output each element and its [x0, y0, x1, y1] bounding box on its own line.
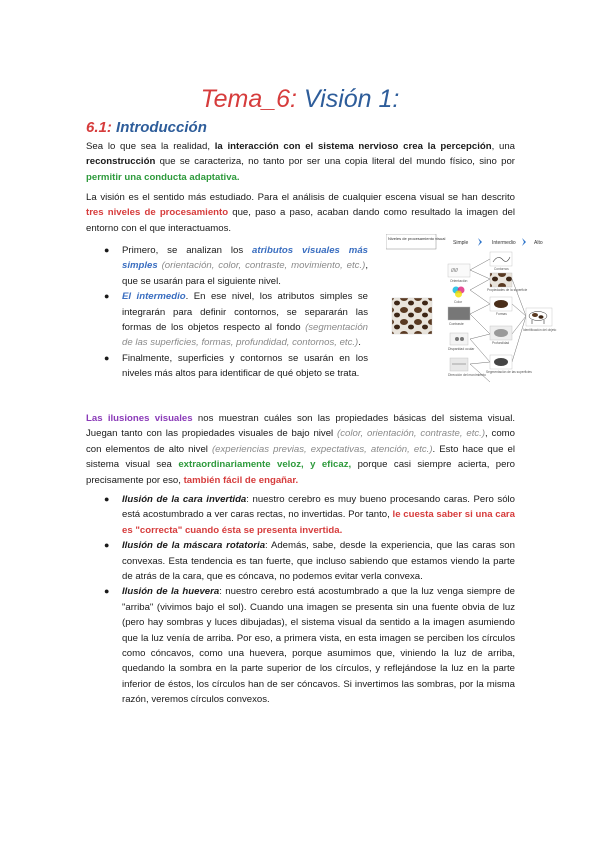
list-item [104, 492, 516, 538]
text: , como con elementos de alto nivel [86, 428, 515, 455]
list-item [104, 584, 515, 707]
text: : nuestro cerebro está acostumbrado a que la luz venga siempre de "arriba" (vivimos bajo el sol). Cuando una imagen se presenta sin una fuente obvia de luz (pero hay sombras y luces dibujadas), el sistema visual da sentido a la imagen asumiendo que la luz venía de arriba. Por eso, a primera vista, en esta imagen se perciben los círculos como cóncavos, como una huevera, porque asumimos que, viniendo la luz de arriba, quedando la sombra en la parte superior de los círculos, y reflejándose la luz en la parte inferior de éstos, los círculos han de ser cóncavos. Si invertimos las sombras, por la misma razón, veremos círculos convexos. [122, 586, 515, 706]
bullet-icon: ● [104, 586, 110, 597]
text: . [358, 337, 361, 349]
text: : nuestro cerebro es muy bueno procesando caras. Pero sólo está acostumbrado a ver caras rectas, no invertidas. Por tanto, [122, 494, 516, 521]
svg-text://///: ///// [451, 268, 458, 274]
levels-list [104, 243, 368, 382]
high-level-column [523, 308, 557, 332]
text-examples: (experiencias previas, expectativas, atención, etc.) [211, 443, 433, 455]
identification-label: Identificación del objeto [523, 328, 557, 332]
levels-label: Niveles de procesamiento visual [388, 236, 446, 241]
surface-props-label: Propiedades de la superficie [487, 288, 528, 292]
paragraph-illusions [86, 411, 515, 488]
contours-label: Contornos [494, 267, 509, 271]
text-term: Ilusión de la huevera [122, 586, 220, 598]
segmentation-label: Segmentación de las superficies [486, 370, 532, 374]
text: : Además, sabe, desde la experiencia, que las caras son convexas. Esta tendencia es tan fuerte, que incluso sabiendo que estamos viendo la parte de atrás de la cara, que es cóncava, no podemos evitar verla convexa. [122, 540, 515, 583]
motion-label: Dirección del movimiento [448, 373, 486, 377]
text-highlight: extraordinariamente veloz, y eficaz, [178, 459, 352, 471]
illusions-list [104, 492, 516, 708]
shapes-label: Formas [496, 312, 507, 316]
text: La visión es el sentido más estudiado. Para el análisis de cualquier escena visual se han descrito [86, 192, 515, 203]
bullet-icon: ● [104, 352, 110, 363]
text: , una [491, 141, 515, 152]
paragraph-intro [86, 139, 515, 185]
text-highlight: también fácil de engañar. [183, 474, 299, 486]
text-highlight: tres niveles de procesamiento [86, 207, 229, 219]
text-highlight: Las ilusiones visuales [86, 413, 193, 424]
text: Finalmente, superficies y contornos se usarán en los niveles más altos para identificar de qué objeto se trata. [122, 352, 368, 380]
text-highlight: El intermedio [122, 291, 186, 303]
title-topic: Tema_6: [200, 85, 297, 113]
arrow-icon [522, 238, 526, 246]
simple-column [448, 264, 486, 377]
bullet-icon: ● [104, 245, 110, 255]
level-simple-label: Simple [453, 240, 469, 246]
text: . En ese nivel, los atributos simples se integrarán para definir contornos, se separarán las formas de los objetos respecto al fondo [122, 291, 368, 334]
list-item [104, 351, 368, 382]
text-highlight: atributos visuales más simples [122, 245, 368, 272]
text: Sea lo que sea la realidad, [86, 141, 215, 152]
text: que, paso a paso, acaban dando como resultado la imagen del entorno con el que interactuamos. [86, 207, 515, 234]
visual-processing-figure [386, 234, 558, 400]
text-examples: (color, orientación, contraste, etc.) [337, 428, 486, 440]
text: Primero, se analizan los [122, 245, 253, 256]
intermediate-column [486, 252, 532, 374]
list-item [104, 289, 368, 351]
section-heading [86, 119, 207, 137]
disparity-label: Disparidad ocular [448, 347, 475, 351]
bullet-icon: ● [104, 291, 110, 302]
paragraph-levels [86, 190, 515, 236]
depth-label: Profundidad [492, 341, 510, 345]
text-bold: reconstrucción [86, 156, 156, 168]
text-highlight: le cuesta saber si una cara es "correcta" cuando ésta se presenta invertida. [122, 509, 516, 536]
text: nos muestran cuáles son las propiedades básicas del sistema visual. Juegan tanto con las propiedades visuales de bajo nivel [86, 413, 515, 440]
text: porque casi siempre acierta, pero precisamente por eso, [86, 459, 516, 486]
section-name: Introducción [111, 119, 207, 136]
text-examples: (orientación, color, contraste, movimiento, etc.) [161, 260, 366, 272]
text-examples: (segmentación de las superficies, formas, profundidad, contornos, etc.) [122, 322, 368, 349]
arrow-icon [478, 238, 482, 246]
list-item [104, 243, 368, 289]
text: , que se usarán para el siguiente nivel. [122, 260, 368, 287]
text-bold: la interacción con el sistema nervioso crea la percepción [214, 141, 492, 152]
section-number: 6.1: [86, 119, 112, 136]
level-alto-label: Alto [534, 240, 543, 246]
bullet-icon: ● [104, 540, 110, 551]
text: que se caracteriza, no tanto por ser una copia literal del mundo físico, sino por [155, 156, 515, 168]
contrast-label: Contraste [449, 322, 464, 326]
orientation-label: Orientación [450, 279, 468, 283]
text: . Esto hace que el sistema visual sea [86, 443, 515, 471]
page-title [0, 84, 600, 114]
text-term: Ilusión de la cara invertida [122, 494, 247, 505]
color-label: Color [454, 300, 463, 304]
text-highlight: permitir una conducta adaptativa. [86, 171, 240, 183]
input-image [392, 298, 432, 334]
level-intermedio-label: Intermedio [492, 240, 516, 246]
bullet-icon: ● [104, 494, 110, 504]
text-term: Ilusión de la máscara rotatoria [122, 540, 266, 552]
list-item [104, 538, 515, 584]
title-name: Visión 1: [296, 85, 400, 113]
